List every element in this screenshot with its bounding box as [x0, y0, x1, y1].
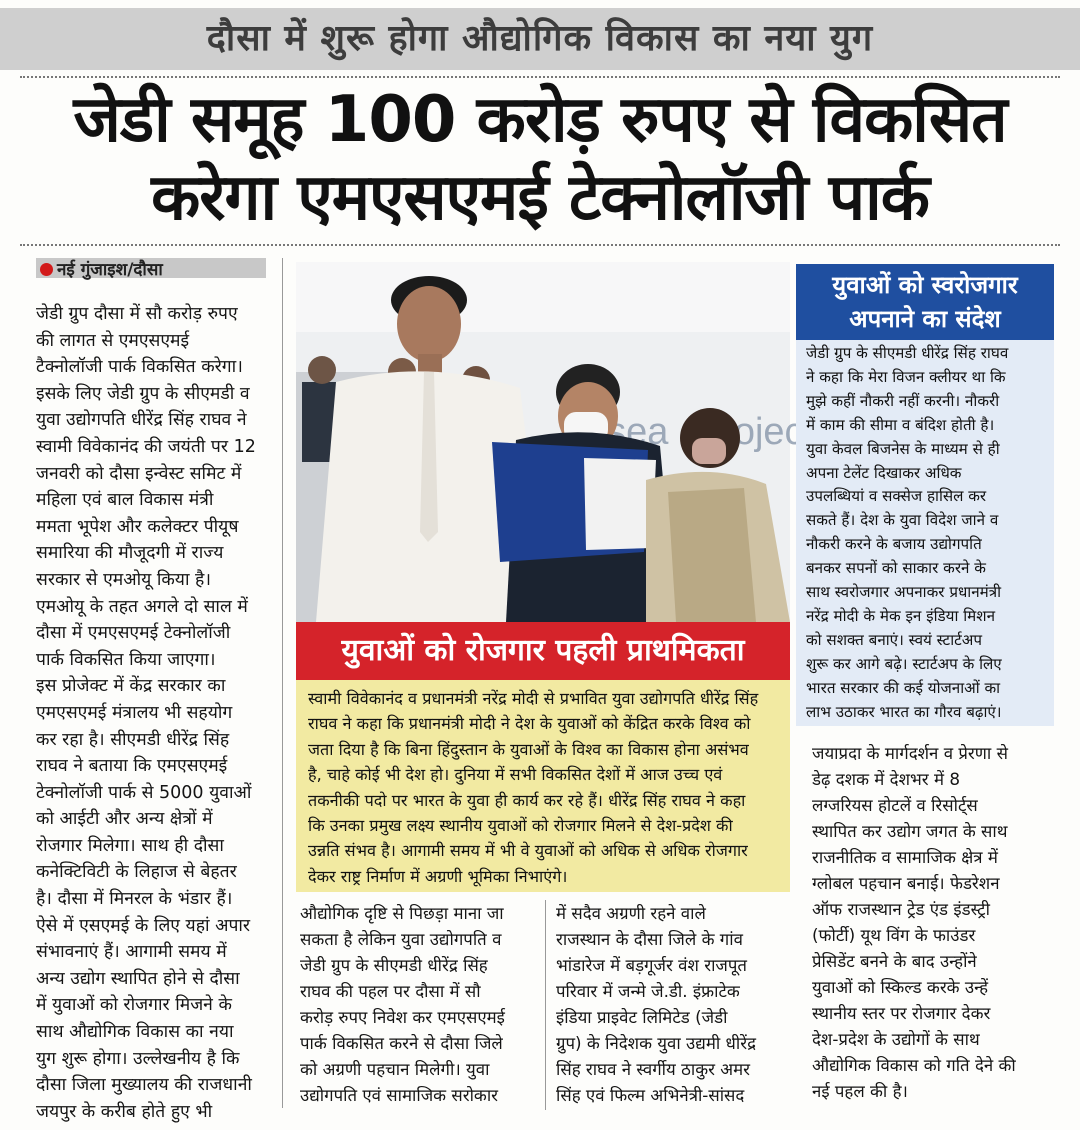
event-photo	[296, 262, 844, 622]
text-line: एमओयू के तहत अगले दो साल में	[36, 596, 248, 617]
text-line: में सदैव अग्रणी रहने वाले	[556, 903, 706, 923]
sidebar-line: नरेंद्र मोदी के मेक इन इंडिया मिशन	[806, 606, 996, 625]
sidebar-line: मुझे कहीं नौकरी नहीं करनी। नौकरी	[806, 391, 1000, 410]
text-line: नई पहल की है।	[812, 1081, 908, 1101]
sidebar-line: शुरू कर आगे बढ़े। स्टार्टअप के लिए	[806, 654, 1002, 673]
sidebar-box	[796, 340, 1054, 726]
highlight-line: देकर राष्ट्र निर्माण में अग्रणी भूमिका निभाएंगे।	[308, 866, 568, 886]
text-line: सकता है लेकिन युवा उद्योगपति व	[300, 929, 502, 949]
text-line: ऑफ राजस्थान ट्रेड एंड इंडस्ट्री	[812, 899, 990, 919]
text-line: लग्जरियस होटलें व रिसोर्ट्स	[812, 795, 978, 815]
byline	[40, 257, 163, 280]
text-line: ग्लोबल पहचान बनाई। फेडरेशन	[812, 873, 1000, 893]
highlight-line: जता दिया है कि बिना हिंदुस्तान के युवाओं के विश्व का विकास होना असंभव	[308, 739, 749, 759]
text-line: संभावनाएं हैं। आगामी समय में	[36, 942, 227, 963]
column-rule	[282, 258, 283, 1108]
text-line: महिला एवं बाल विकास मंत्री	[36, 490, 214, 511]
sidebar-line: जेडी ग्रुप के सीएमडी धीरेंद्र सिंह राघव	[806, 344, 1009, 362]
column-rule	[545, 900, 546, 1110]
middle-column-1	[300, 900, 538, 1108]
right-column	[812, 740, 1056, 1104]
highlight-line: कि उनका प्रमुख लक्ष्य स्थानीय युवाओं को रोजगार मिलने से देश-प्रदेश की	[308, 816, 733, 836]
sidebar-line: लाभ उठाकर भारत का गौरव बढ़ाएं।	[806, 702, 1002, 721]
text-line: टेक्नोलॉजी पार्क से 5000 युवाओं	[36, 782, 252, 803]
text-line: उद्योगपति एवं सामाजिक सरोकार	[300, 1085, 499, 1105]
text-line: ऐसे में एसएमई के लिए यहां अपार	[36, 915, 251, 936]
text-line: राजस्थान के दौसा जिले के गांव	[556, 929, 743, 949]
text-line: पार्क विकसित किया जाएगा।	[36, 649, 216, 670]
highlight-line: स्वामी विवेकानंद व प्रधानमंत्री नरेंद्र मोदी से प्रभावित युवा उद्योगपति धीरेंद्र सिंह	[308, 689, 759, 708]
text-line: स्वामी विवेकानंद की जयंती पर 12	[36, 436, 256, 457]
sidebar-title-line-1: युवाओं को स्वरोजगार	[832, 271, 1018, 299]
text-line: राघव की पहल पर दौसा में सौ	[300, 981, 481, 1001]
left-column	[36, 301, 270, 1125]
text-line: को अग्रणी पहचान मिलेगी। युवा	[300, 1059, 490, 1079]
text-line: परिवार में जन्मे जे.डी. इंफ्राटेक	[556, 981, 740, 1001]
sidebar-line: सकते हैं। देश के युवा विदेश जाने व	[806, 511, 999, 530]
text-line: साथ औद्योगिक विकास का नया	[36, 1022, 234, 1043]
highlight-line: है, चाहे कोई भी देश हो। दुनिया में सभी विकसित देशों में आज उच्च एवं	[308, 765, 723, 785]
text-line: कर रहा है। सीएमडी धीरेंद्र सिंह	[36, 729, 230, 750]
text-line: में युवाओं को रोजगार मिजने के	[36, 995, 232, 1016]
text-line: ग्रुप) के निदेशक युवा उद्यमी धीरेंद्र	[556, 1033, 756, 1053]
text-line: कनेक्टिविटी के लिहाज से बेहतर	[36, 862, 237, 883]
photo-banner: युवाओं को रोजगार पहली प्राथमिकता	[296, 622, 790, 680]
text-line: दौसा जिला मुख्यालय की राजधानी	[36, 1075, 252, 1096]
text-line: सिंह राघव ने स्वर्गीय ठाकुर अमर	[556, 1059, 750, 1079]
text-line: युवा उद्योगपति धीरेंद्र सिंह राघव ने	[36, 410, 247, 431]
text-line: राजनीतिक व सामाजिक क्षेत्र में	[812, 847, 998, 867]
sidebar-line: युवा केवल बिजनेस के माध्यम से ही	[806, 439, 1000, 458]
highlight-line: तकनीकी पदो पर भारत के युवा ही कार्य कर रहे हैं। धीरेंद्र सिंह राघव ने कहा	[308, 790, 746, 810]
text-line: युग शुरू होगा। उल्लेखनीय है कि	[36, 1048, 240, 1069]
text-line: की लागत से एमएसएमई	[36, 330, 190, 351]
sidebar-title-line-2: अपनाने का संदेश	[849, 305, 1001, 333]
divider	[20, 244, 1060, 246]
text-line: इस प्रोजेक्ट में केंद्र सरकार का	[36, 676, 226, 697]
text-line: अन्य उद्योग स्थापित होने से दौसा	[36, 968, 240, 989]
highlight-box	[296, 680, 790, 892]
text-line: राघव ने बताया कि एमएसएमई	[36, 756, 228, 777]
sidebar-line: साथ स्वरोजगार अपनाकर प्रधानमंत्री	[806, 583, 1002, 602]
kicker-headline: दौसा में शुरू होगा औद्योगिक विकास का नया युग	[206, 18, 874, 59]
text-line: एमएसएमई मंत्रालय भी सहयोग	[36, 702, 233, 723]
text-line: जेडी ग्रुप के सीएमडी धीरेंद्र सिंह	[300, 955, 488, 975]
byline-text: नई गुंजाइश/दौसा	[57, 260, 163, 280]
divider	[20, 76, 1060, 78]
headline-line-2: करेगा एमएसएमई टेक्नोलॉजी पार्क	[151, 161, 929, 235]
highlight-line: राघव ने कहा कि प्रधानमंत्री मोदी ने देश के युवाओं को केंद्रित करके विश्व को	[308, 714, 751, 734]
text-line: सिंह एवं फिल्म अभिनेत्री-सांसद	[556, 1085, 745, 1105]
text-line: इंडिया प्राइवेट लिमिटेड (जेडी	[556, 1007, 728, 1027]
text-line: औद्योगिक विकास को गति देने की	[812, 1055, 1016, 1075]
text-line: सरकार से एमओयू किया है।	[36, 569, 211, 590]
text-line: जयाप्रदा के मार्गदर्शन व प्रेरणा से	[812, 743, 1008, 763]
text-line: जेडी ग्रुप दौसा में सौ करोड़ रुपए	[36, 304, 238, 324]
sidebar-line: को सशक्त बनाएं। स्वयं स्टार्टअप	[806, 630, 983, 649]
text-line: युवाओं को स्किल्ड करके उन्हें	[812, 977, 989, 997]
text-line: समारिया की मौजूदगी में राज्य	[36, 543, 224, 564]
sidebar-line: नौकरी करने के बजाय उद्योगपति	[806, 535, 982, 554]
red-dot-icon	[40, 263, 53, 276]
text-line: (फोर्टी) यूथ विंग के फाउंडर	[812, 925, 976, 945]
text-line: जयपुर के करीब होते हुए भी	[36, 1101, 213, 1122]
text-line: पार्क विकसित करने से दौसा जिले	[300, 1033, 503, 1053]
sidebar-line: में काम की सीमा व बंदिश होती है।	[806, 415, 995, 434]
text-line: औद्योगिक दृष्टि से पिछड़ा माना जा	[300, 903, 504, 923]
text-line: करोड़ रुपए निवेश कर एमएसएमई	[300, 1007, 505, 1027]
news-photo	[296, 262, 844, 622]
text-line: रोजगार मिलेगा। साथ ही दौसा	[36, 835, 224, 856]
highlight-line: उन्नति संभव है। आगामी समय में भी वे युवाओं को अधिक से अधिक रोजगार	[308, 841, 748, 861]
text-line: है। दौसा में मिनरल के भंडार हैं।	[36, 889, 233, 910]
text-line: टैक्नोलॉजी पार्क विकसित करेगा।	[36, 357, 243, 378]
text-line: डेढ़ दशक में देशभर में 8	[812, 769, 961, 789]
sidebar-title	[796, 264, 1054, 340]
middle-column-2	[556, 900, 792, 1108]
text-line: भांडारेज में बड़गूर्जर वंश राजपूत	[556, 955, 747, 975]
text-line: दौसा में एमएसएमई टेक्नोलॉजी	[36, 623, 231, 644]
text-line: देश-प्रदेश के उद्योगों के साथ	[812, 1029, 980, 1049]
text-line: स्थानीय स्तर पर रोजगार देकर	[812, 1003, 991, 1023]
headline-line-1: जेडी समूह 100 करोड़ रुपए से विकसित	[73, 83, 1007, 157]
sidebar-line: भारत सरकार की कई योजनाओं का	[806, 678, 1001, 697]
text-line: ममता भूपेश और कलेक्टर पीयूष	[36, 516, 239, 537]
text-line: को आईटी और अन्य क्षेत्रों में	[36, 809, 213, 830]
sidebar-line: ने कहा कि मेरा विजन क्लीयर था कि	[806, 367, 1006, 386]
sidebar-line: उपलब्धियां व सक्सेज हासिल कर	[806, 487, 987, 506]
text-line: जनवरी को दौसा इन्वेस्ट समिट में	[36, 463, 242, 484]
sidebar-line: बनकर सपनों को साकार करने के	[806, 559, 986, 578]
backdrop-text: usea rojects.	[586, 411, 844, 453]
text-line: स्थापित कर उद्योग जगत के साथ	[812, 821, 1008, 841]
sidebar-line: अपना टेलेंट दिखाकर अधिक	[806, 463, 962, 482]
text-line: इसके लिए जेडी ग्रुप के सीएमडी व	[36, 383, 250, 404]
text-line: प्रेसिडेंट बनने के बाद उन्होंने	[812, 951, 977, 971]
